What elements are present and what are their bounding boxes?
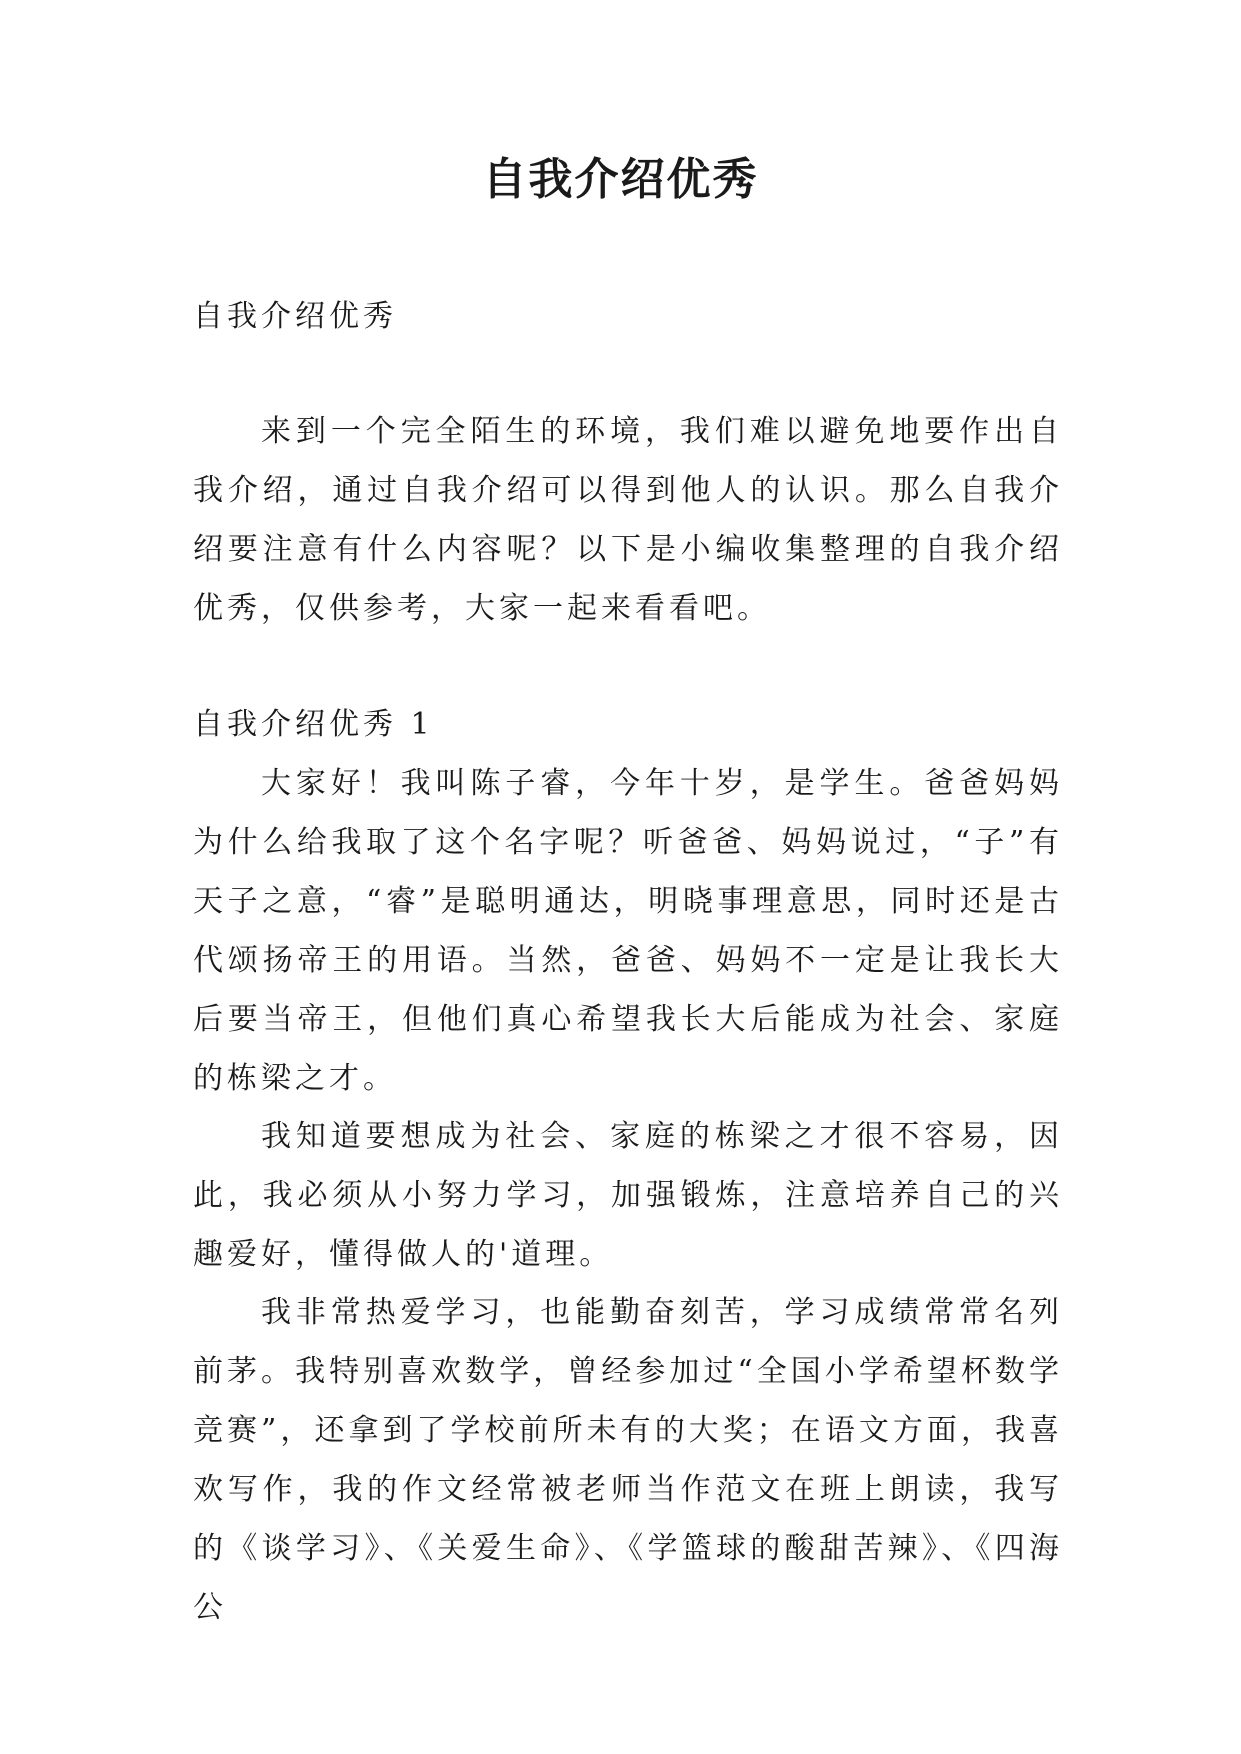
section-heading: 自我介绍优秀 1 — [193, 707, 434, 742]
body-paragraph: 我非常热爱学习，也能勤奋刻苦，学习成绩常常名列前茅。我特别喜欢数学，曾经参加过“全国小学希望杯数学竞赛”，还拿到了学校前所未有的大奖；在语文方面，我喜欢写作，我的作文经常被老师当作范文在班上朗读，我写的《谈学习》、《关爱生命》、《学篮球的酸甜苦辣》、《四海公 — [193, 1295, 1063, 1625]
document-title: 自我介绍优秀 — [482, 154, 759, 205]
intro-paragraph: 来到一个完全陌生的环境，我们难以避免地要作出自我介绍，通过自我介绍可以得到他人的认识。那么自我介绍要注意有什么内容呢？以下是小编收集整理的自我介绍优秀，仅供参考，大家一起来看看吧。 — [193, 414, 1063, 626]
body-paragraph: 我知道要想成为社会、家庭的栋梁之才很不容易，因此，我必须从小努力学习，加强锻炼，注意培养自己的兴趣爱好，懂得做人的'道理。 — [193, 1119, 1063, 1272]
body-paragraph: 大家好！我叫陈子睿，今年十岁，是学生。爸爸妈妈为什么给我取了这个名字呢？听爸爸、妈妈说过，“子”有天子之意，“睿”是聪明通达，明晓事理意思，同时还是古代颂扬帝王的用语。当然，爸爸、妈妈不一定是让我长大后要当帝王，但他们真心希望我长大后能成为社会、家庭的栋梁之才。 — [193, 766, 1063, 1096]
document-subtitle: 自我介绍优秀 — [193, 299, 397, 334]
